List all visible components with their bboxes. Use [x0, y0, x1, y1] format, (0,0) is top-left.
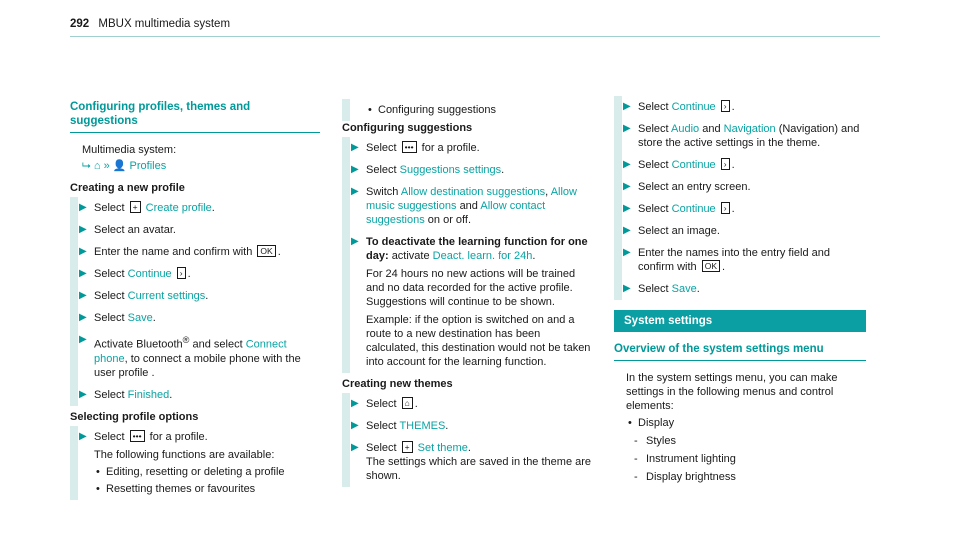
step-note: The settings which are saved in the theme are shown.: [366, 456, 592, 482]
continue-link[interactable]: Continue: [671, 101, 716, 113]
step-bar: [70, 263, 78, 285]
step-text: Select: [638, 283, 669, 295]
step-text: on or off.: [427, 214, 471, 226]
step-bar: [614, 176, 622, 198]
current-settings-link[interactable]: Current settings: [127, 290, 206, 302]
step: ▶ Select Suggestions settings.: [342, 163, 592, 177]
heading-rule: [70, 132, 320, 133]
step-text: Select: [94, 312, 125, 324]
suggestions-settings-link[interactable]: Suggestions settings: [399, 164, 502, 176]
step-text: Select: [366, 420, 397, 432]
step-arrow-icon: ▶: [79, 290, 87, 301]
overview-heading: Overview of the system settings menu: [614, 343, 824, 355]
save-link[interactable]: Save: [671, 283, 697, 295]
step-bar: [70, 329, 78, 384]
home-icon: ⌂: [402, 397, 413, 409]
chevron-right-icon: ›: [721, 202, 730, 214]
home-icon: ⌂: [93, 160, 101, 172]
continue-link[interactable]: Continue: [127, 268, 172, 280]
step-bar: [614, 96, 622, 118]
step-bar: [342, 181, 350, 231]
step-text: Select: [94, 202, 125, 214]
step: [614, 180, 866, 194]
step-text: Select: [366, 142, 397, 154]
step-bar: [342, 415, 350, 437]
system-label: Multimedia system:: [82, 144, 177, 156]
step-text: Select: [638, 123, 669, 135]
chevron-right-icon: ›: [721, 100, 730, 112]
ok-key-icon: OK: [257, 245, 275, 257]
step-arrow-icon: ▶: [79, 312, 87, 323]
step: ▶ Switch Allow destination suggestions, Allow music suggestions and Allow contact suggestions on or off.: [342, 185, 592, 227]
creating-themes-heading: Creating new themes: [342, 378, 453, 390]
bullet-item: • Resetting themes or favourites: [94, 482, 320, 496]
step-bar: [614, 154, 622, 176]
allow-destination-link[interactable]: Allow destination suggestions: [400, 186, 546, 198]
bullet-item: • Display: [626, 416, 866, 430]
step-title: To deactivate the learning function for one day:: [366, 236, 588, 262]
step-text: Select: [94, 268, 125, 280]
step: ▶ Select Current settings.: [70, 289, 320, 303]
step-text: Select: [94, 290, 125, 302]
step-bar: [342, 231, 350, 373]
chevron-right-icon: ›: [721, 158, 730, 170]
step: ▶ Select THEMES.: [342, 419, 592, 433]
step-bar: [70, 285, 78, 307]
step: [70, 430, 320, 496]
step-bar: [70, 197, 78, 219]
step: [342, 141, 592, 155]
registered-mark: ®: [182, 335, 190, 345]
step: ▶ To deactivate the learning function for one day: activate Deact. learn. for 24h. For 24 hours no new actions will be trained and no data recorded for the active profile. Suggestions will continue to be shown. Example: if the option is switched on and a route to a new destination has been calculated, this destination would not be taken into account for the learning function.: [342, 235, 592, 369]
step-bar: [342, 137, 350, 159]
step-bar: [70, 219, 78, 241]
step-arrow-icon: ▶: [351, 420, 359, 431]
intro-paragraph: In the system settings menu, you can make settings in the following menus and control elements:: [626, 372, 838, 412]
step-note: Example: if the option is switched on and a route to a new destination has been calculated, this destination would not be taken into account for the learning function.: [366, 314, 591, 368]
path-profiles: Profiles: [129, 160, 167, 172]
step: ▶ Select Save.: [614, 282, 866, 296]
step-bar: [614, 242, 622, 278]
configuring-suggestions-heading: Configuring suggestions: [342, 122, 473, 134]
step-text: Select: [638, 159, 669, 171]
section-heading-profiles: Configuring profiles, themes and suggestions: [70, 101, 251, 127]
step-text: , to connect a mobile phone with the user profile .: [94, 352, 301, 379]
step-arrow-icon: ▶: [623, 225, 631, 236]
step-text: Activate Bluetooth: [94, 338, 183, 351]
column-3: [614, 100, 866, 488]
deact-learn-link[interactable]: Deact. learn. for 24h: [432, 250, 533, 262]
system-settings-bar: System settings: [614, 310, 866, 332]
step-text: for a profile.: [421, 142, 480, 154]
step-bar: [342, 99, 350, 121]
creating-profile-heading: Creating a new profile: [70, 182, 185, 194]
step-text: Select: [638, 203, 669, 215]
step-text: for a profile.: [149, 430, 208, 443]
more-icon: •••: [402, 141, 417, 153]
step-bar: [342, 159, 350, 181]
plus-icon: +: [402, 441, 413, 453]
navigation-link[interactable]: Navigation: [723, 123, 776, 135]
continue-link[interactable]: Continue: [671, 159, 716, 171]
step-arrow-icon: ▶: [79, 202, 87, 213]
step-arrow-icon: ▶: [79, 246, 87, 257]
connect-phone-link[interactable]: Connect phone: [94, 338, 287, 365]
step-text: Enter the name and confirm with: [94, 246, 253, 258]
step-text: Select: [366, 442, 397, 454]
step-arrow-icon: ▶: [351, 236, 359, 247]
create-profile-link[interactable]: Create profile: [145, 202, 212, 214]
step-arrow-icon: ▶: [623, 101, 631, 112]
step-text: activate: [391, 250, 430, 262]
allow-music-link[interactable]: Allow music suggestions: [366, 186, 577, 212]
step: [70, 333, 320, 380]
step: ▶ Select Continue › .: [614, 158, 866, 172]
page-header-title: MBUX multimedia system: [98, 18, 231, 30]
sub-item: - Styles: [626, 434, 866, 448]
step-text: and: [702, 123, 721, 135]
step-bar: [614, 118, 622, 154]
step-text: Enter the names into the entry field and confirm with: [638, 247, 831, 273]
step-text: and select: [192, 338, 243, 351]
path-separator-icon: »: [103, 160, 110, 172]
step-arrow-icon: ▶: [623, 247, 631, 258]
step: ▶ Select Continue › .: [614, 202, 866, 216]
set-theme-link[interactable]: Set theme: [417, 442, 468, 454]
step-text: Select an image.: [638, 225, 720, 237]
column-2: [342, 100, 592, 491]
step-bar: [614, 220, 622, 242]
column-1: [70, 100, 320, 504]
heading-rule: [614, 360, 866, 361]
step: ▶ Select Finished.: [70, 388, 320, 402]
step-arrow-icon: ▶: [623, 159, 631, 170]
continue-link[interactable]: Continue: [671, 203, 716, 215]
step: [614, 122, 866, 150]
step-arrow-icon: ▶: [79, 334, 87, 345]
step-arrow-icon: ▶: [79, 224, 87, 235]
step-bar: [70, 384, 78, 406]
page-number: 292: [70, 18, 90, 30]
save-link[interactable]: Save: [127, 312, 153, 324]
plus-icon: +: [130, 201, 141, 213]
step-bar: [70, 426, 78, 500]
step: ▶ Select Continue › .: [70, 267, 320, 281]
sub-item: - Display brightness: [626, 470, 866, 484]
step-text: and: [459, 200, 478, 212]
selecting-options-heading: Selecting profile options: [70, 410, 199, 423]
page-header: [70, 18, 230, 30]
step-arrow-icon: ▶: [79, 388, 87, 400]
step-arrow-icon: ▶: [351, 164, 359, 175]
step: ▶ Enter the name and confirm with OK .: [70, 245, 320, 259]
step-arrow-icon: ▶: [351, 142, 359, 153]
step-text: Switch: [366, 186, 399, 198]
menu-path: [70, 159, 320, 173]
step-text: Select: [366, 398, 397, 410]
step-text: Select an entry screen.: [638, 181, 751, 193]
step-bar: [70, 307, 78, 329]
ok-key-icon: OK: [702, 260, 720, 272]
step-text: Select an avatar.: [94, 224, 176, 236]
step: ▶ Enter the names into the entry field and confirm with OK .: [614, 246, 866, 274]
step: ▶ Select + Create profile.: [70, 201, 320, 215]
step-arrow-icon: ▶: [623, 283, 631, 294]
more-icon: •••: [130, 430, 145, 442]
step-arrow-icon: ▶: [351, 398, 359, 409]
header-rule: [70, 36, 880, 37]
audio-link[interactable]: Audio: [671, 123, 700, 135]
step-arrow-icon: ▶: [623, 123, 631, 134]
step-text: (Navigation) and store the active settings in the theme.: [638, 123, 860, 149]
allow-contact-link[interactable]: Allow contact suggestions: [366, 200, 546, 226]
step: [70, 223, 320, 237]
bullet-item: • Editing, resetting or deleting a profile: [94, 465, 320, 479]
step-arrow-icon: ▶: [351, 442, 359, 453]
step-text: Select: [366, 164, 397, 176]
bullet-item: • Configuring suggestions: [366, 103, 592, 117]
step-arrow-icon: ▶: [623, 181, 631, 192]
step-text: Select: [94, 388, 125, 401]
chevron-right-icon: ›: [177, 267, 186, 279]
step-bar: [342, 393, 350, 415]
step-bar: [614, 198, 622, 220]
profile-icon: 👤: [112, 160, 127, 172]
step-bar: [342, 437, 350, 487]
step-bar: [70, 241, 78, 263]
finished-link[interactable]: Finished: [127, 388, 170, 401]
step: ▶ Select + Set theme. The settings which are saved in the theme are shown.: [342, 441, 592, 483]
step-arrow-icon: ▶: [351, 186, 359, 197]
step-note: The following functions are available:: [94, 448, 275, 461]
step-arrow-icon: ▶: [79, 430, 87, 442]
path-arrow-icon: ⮡: [82, 160, 91, 172]
step-arrow-icon: ▶: [79, 268, 87, 279]
step: [614, 224, 866, 238]
step: ▶ Select ⌂ .: [342, 397, 592, 411]
step-bar: [614, 278, 622, 300]
step: ▶ Select Continue › .: [614, 100, 866, 114]
step-text: Select: [94, 430, 125, 443]
step-note: For 24 hours no new actions will be trained and no data recorded for the active profile. Suggestions will continue to be shown.: [366, 268, 576, 308]
themes-link[interactable]: THEMES: [399, 420, 446, 432]
step: [342, 103, 592, 117]
step: ▶ Select Save.: [70, 311, 320, 325]
sub-item: - Instrument lighting: [626, 452, 866, 466]
step-text: Select: [638, 101, 669, 113]
step-arrow-icon: ▶: [623, 203, 631, 214]
